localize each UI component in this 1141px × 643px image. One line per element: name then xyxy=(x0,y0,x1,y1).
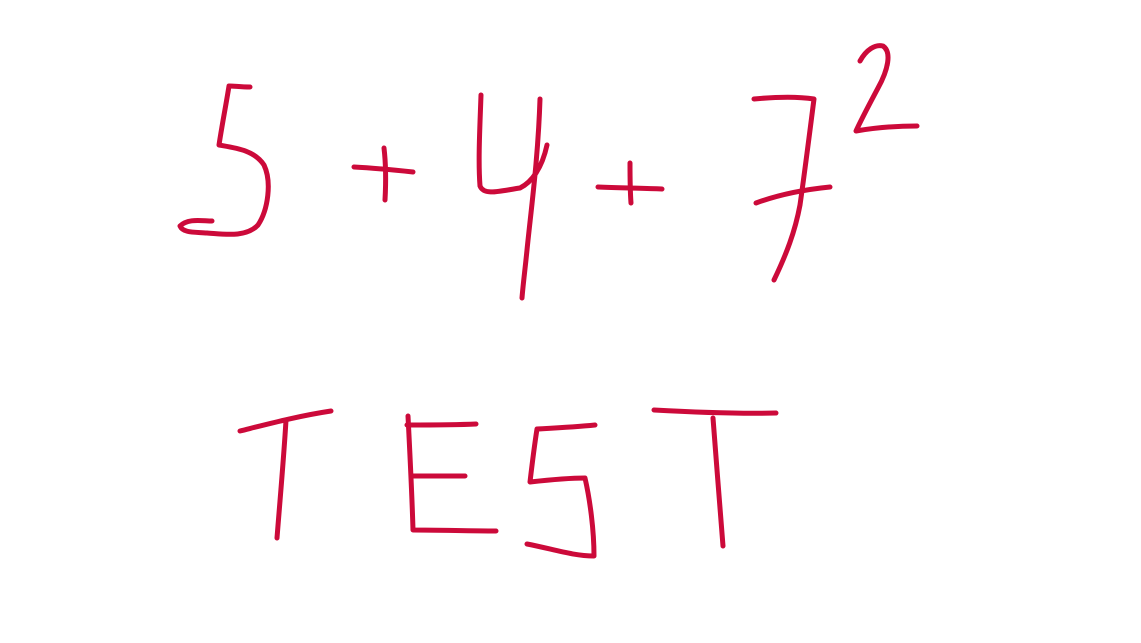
letter-t-glyph xyxy=(654,410,776,546)
digit-5-glyph xyxy=(180,86,268,234)
letter-t-glyph xyxy=(240,411,331,538)
handwritten-word xyxy=(240,410,776,556)
superscript-2-glyph xyxy=(856,46,917,131)
letter-s-glyph xyxy=(527,425,595,556)
plus-sign-glyph xyxy=(598,163,662,203)
plus-sign-glyph xyxy=(354,148,413,200)
digit-7-glyph xyxy=(754,97,830,280)
letter-e-glyph xyxy=(407,416,496,531)
digit-4-glyph xyxy=(479,95,547,298)
handwritten-expression xyxy=(180,46,917,298)
